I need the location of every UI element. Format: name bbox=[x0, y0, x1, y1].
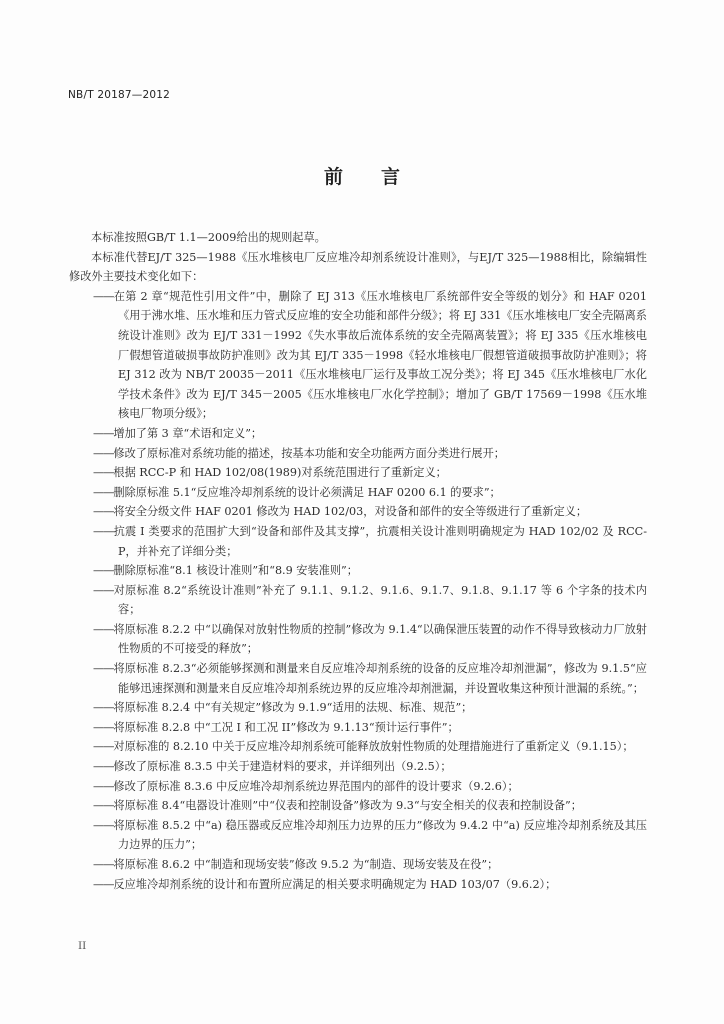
foreword-body bbox=[69, 228, 647, 894]
list-item: ——修改了原标准 8.3.6 中反应堆冷却剂系统边界范围内的部件的设计要求（9.2.6）； bbox=[93, 779, 519, 793]
list-item: ——删除原标准 5.1“反应堆冷却剂系统的设计必须满足 HAF 0200 6.1 的要求”； bbox=[93, 485, 501, 499]
list-item: ——修改了原标准 8.3.5 中关于建造材料的要求，并详细列出（9.2.5）； bbox=[93, 760, 452, 774]
list-item: ——修改了原标准对系统功能的描述，按基本功能和安全功能两方面分类进行展开； bbox=[93, 446, 505, 460]
list-item: ——对原标准的 8.2.10 中关于反应堆冷却剂系统可能释放放射性物质的处理措施进行了重新定义（9.1.15）； bbox=[93, 740, 634, 754]
list-item: ——在第 2 章“规范性引用文件”中，删除了 EJ 313《压水堆核电厂系统部件安全等级的划分》和 HAF 0201《用于沸水堆、压水堆和压力管式反应堆的安全功能和部件分级》；将 EJ 331《压水堆核电厂安全壳隔离系统设计准则》改为 EJ/T 331－1992《失水事故后流体系统的安全壳隔离装置》；将 EJ 335《压水堆核电厂假想管道破损事故防护准则》改为其 EJ/T 335－1998《轻水堆核电厂假想管道破损事故防护准则》；将 EJ 312 改为 NB/T 20035－2011《压水堆核电厂运行及事故工况分类》；将 EJ 345《压水堆核电厂水化学技术条件》改为 EJ/T 345－2005《压水堆核电厂水化学控制》；增加了 GB/T 17569－1998《压水堆核电厂物项分级》； bbox=[93, 289, 647, 421]
list-item: ——删除原标准“8.1 核设计准则”和“8.9 安装准则”； bbox=[93, 564, 358, 578]
list-item: ——将安全分级文件 HAF 0201 修改为 HAD 102/03，对设备和部件的安全等级进行了重新定义； bbox=[93, 505, 588, 519]
list-item: ——对原标准 8.2“系统设计准则”补充了 9.1.1、9.1.2、9.1.6、9.1.7、9.1.8、9.1.17 等 6 个字条的技术内容； bbox=[93, 583, 647, 617]
list-item: ——抗震 I 类要求的范围扩大到“设备和部件及其支撑”，抗震相关设计准则明确规定为 HAD 102/02 及 RCC-P，并补充了详细分类； bbox=[93, 524, 647, 558]
list-item: ——将原标准 8.5.2 中“a) 稳压器或反应堆冷却剂压力边界的压力”修改为 9.4.2 中“a) 反应堆冷却剂系统及其压力边界的压力”； bbox=[93, 818, 647, 852]
standard-code: NB/T 20187—2012 bbox=[68, 89, 170, 101]
page-title bbox=[0, 162, 724, 189]
title-char-2: 言 bbox=[381, 166, 401, 188]
change-list bbox=[69, 287, 647, 894]
list-item: ——将原标准 8.6.2 中“制造和现场安装”修改 9.5.2 为“制造、现场安装及在役”； bbox=[93, 858, 499, 871]
title-char-1: 前 bbox=[323, 166, 343, 188]
list-item: ——将原标准 8.4“电器设计准则”中“仪表和控制设备”修改为 9.3“与安全相关的仪表和控制设备”； bbox=[93, 799, 582, 813]
list-item: ——将原标准 8.2.8 中“工况 I 和工况 II”修改为 9.1.13“预计运行事件”； bbox=[93, 720, 459, 734]
paragraph-drafting-rule: 本标准按照GB/T 1.1—2009给出的规则起草。 bbox=[91, 231, 326, 244]
list-item: ——增加了第 3 章“术语和定义”； bbox=[93, 426, 263, 440]
list-item: ——反应堆冷却剂系统的设计和布置所应满足的相关要求明确规定为 HAD 103/07（9.6.2）； bbox=[93, 877, 557, 891]
list-item: ——将原标准 8.2.4 中“有关规定”修改为 9.1.9“适用的法规、标准、规范”； bbox=[93, 701, 473, 715]
page-number: II bbox=[78, 940, 87, 952]
paragraph-replacement: 本标准代替EJ/T 325—1988《压水堆核电厂反应堆冷却剂系统设计准则》，与EJ/T 325—1988相比，除编辑性修改外主要技术变化如下： bbox=[69, 250, 647, 284]
list-item: ——将原标准 8.2.3“必须能够探测和测量来自反应堆冷却剂系统的设备的反应堆冷却剂泄漏”，修改为 9.1.5“应能够迅速探测和测量来自反应堆冷却剂系统边界的反应堆冷却剂泄漏，并设置收集这种预计泄漏的系统。”； bbox=[93, 662, 647, 695]
list-item: ——将原标准 8.2.2 中“以确保对放射性物质的控制”修改为 9.1.4“以确保泄压装置的动作不得导致核动力厂放射性物质的不可接受的释放”； bbox=[93, 622, 647, 656]
list-item: ——根据 RCC-P 和 HAD 102/08(1989)对系统范围进行了重新定义； bbox=[93, 466, 447, 480]
